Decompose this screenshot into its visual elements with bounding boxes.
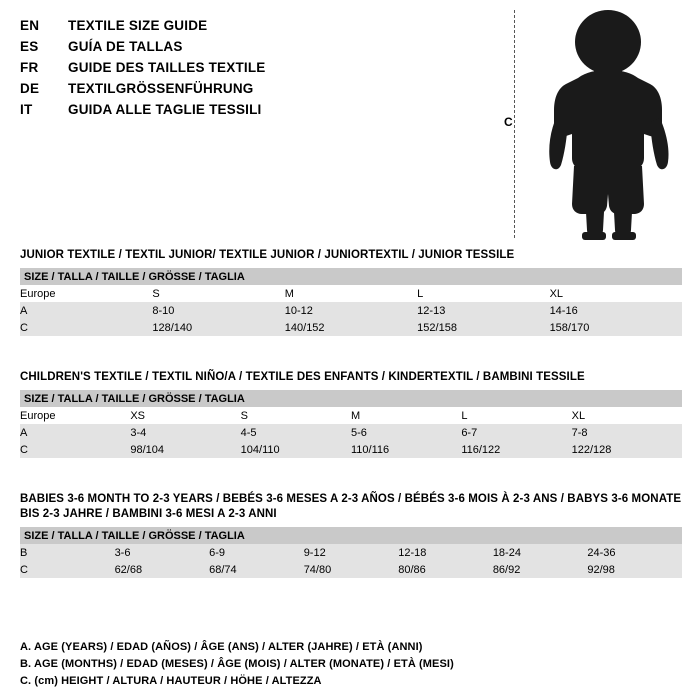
footnote-a: A. AGE (YEARS) / EDAD (AÑOS) / ÂGE (ANS) / ALTER (JAHRE) / ETÀ (ANNI) [20,641,423,653]
size-cell: M [284,287,294,300]
value-cell: 140/152 [285,319,417,336]
value-cell: 86/92 [493,561,588,578]
value-cell: 6-9 [209,544,304,561]
size-cell: L [461,409,468,422]
size-cell: S [152,287,160,300]
size-cell: S [240,409,248,422]
table-row-sizes [20,285,682,302]
section-title-babies: BABIES 3-6 MONTH TO 2-3 YEARS / BEBÉS 3-6 MESES A 2-3 AÑOS / BÉBÉS 3-6 MOIS À 2-3 ANS / BABYS 3-6 MONATE BIS 2-3 JAHRE / BAMBINI 3-6 MESI A 2-3 ANNI [20,493,682,520]
footnote-c: C. (cm) HEIGHT / ALTURA / HAUTEUR / HÖHE / ALTEZZA [20,675,322,687]
language-code: IT [20,102,33,117]
table-row-sizes [20,407,682,424]
table-header-row [20,268,682,285]
value-cell: 7-8 [572,424,682,441]
language-title: GUIDA ALLE TAGLIE TESSILI [68,102,262,117]
value-cell: 3-6 [115,544,210,561]
row-label: C [20,441,130,458]
babies-size-table [20,527,682,578]
language-row [20,81,500,102]
row-label: A [20,424,130,441]
table-header-row [20,527,682,544]
value-cell: 98/104 [130,441,240,458]
measure-label-c: C [504,115,513,129]
row-label: Europe [20,409,56,422]
language-row [20,60,500,81]
table-row [20,319,682,336]
value-cell: 6-7 [461,424,571,441]
language-code: ES [20,39,39,54]
size-cell: L [417,287,424,300]
row-label: A [20,302,152,319]
value-cell: 116/122 [461,441,571,458]
language-row [20,18,500,39]
value-cell: 128/140 [152,319,284,336]
value-cell: 92/98 [587,561,682,578]
language-code: DE [20,81,40,96]
section-junior [20,248,682,352]
footnote-list [20,639,680,690]
section-title-children: CHILDREN'S TEXTILE / TEXTIL NIÑO/A / TEXTILE DES ENFANTS / KINDERTEXTIL / BAMBINI TESSILE [20,371,585,383]
table-row [20,424,682,441]
table-header-row [20,390,682,407]
size-cell: XL [571,409,586,422]
table-header-label: SIZE / TALLA / TAILLE / GRÖSSE / TAGLIA [20,390,682,407]
table-row [20,561,682,578]
child-silhouette-icon [534,8,682,240]
value-cell: 152/158 [417,319,549,336]
height-measure-line-icon [514,10,515,238]
value-cell: 68/74 [209,561,304,578]
table-header-label: SIZE / TALLA / TAILLE / GRÖSSE / TAGLIA [20,527,682,544]
row-label: C [20,319,152,336]
table-row [20,302,682,319]
section-babies [20,492,682,594]
value-cell: 3-4 [130,424,240,441]
value-cell: 5-6 [351,424,461,441]
value-cell: 74/80 [304,561,399,578]
section-children [20,370,682,474]
junior-size-table [20,268,682,336]
value-cell: 24-36 [587,544,682,561]
children-size-table [20,390,682,458]
value-cell: 62/68 [115,561,210,578]
table-row [20,441,682,458]
table-header-label: SIZE / TALLA / TAILLE / GRÖSSE / TAGLIA [20,268,682,285]
value-cell: 122/128 [572,441,682,458]
value-cell: 12-18 [398,544,493,561]
row-label: Europe [20,287,56,300]
language-title: GUIDE DES TAILLES TEXTILE [68,60,266,75]
size-cell: XL [549,287,564,300]
row-label: B [20,544,115,561]
value-cell: 12-13 [417,302,549,319]
row-label: C [20,561,115,578]
language-title: TEXTILE SIZE GUIDE [68,18,208,33]
value-cell: 104/110 [241,441,351,458]
value-cell: 8-10 [152,302,284,319]
value-cell: 18-24 [493,544,588,561]
language-code: FR [20,60,39,75]
size-cell: XS [130,409,146,422]
value-cell: 10-12 [285,302,417,319]
value-cell: 110/116 [351,441,461,458]
language-title: GUÍA DE TALLAS [68,39,183,54]
value-cell: 158/170 [550,319,682,336]
language-title-list [20,18,500,123]
language-row [20,39,500,60]
language-code: EN [20,18,40,33]
section-title-junior: JUNIOR TEXTILE / TEXTIL JUNIOR/ TEXTILE JUNIOR / JUNIORTEXTIL / JUNIOR TESSILE [20,249,515,261]
language-title: TEXTILGRÖSSENFÜHRUNG [68,81,254,96]
size-cell: M [350,409,361,422]
language-row [20,102,500,123]
value-cell: 9-12 [304,544,399,561]
measurement-figure [502,8,682,240]
value-cell: 4-5 [241,424,351,441]
value-cell: 80/86 [398,561,493,578]
value-cell: 14-16 [550,302,682,319]
footnote-b: B. AGE (MONTHS) / EDAD (MESES) / ÂGE (MOIS) / ALTER (MONATE) / ETÀ (MESI) [20,658,454,670]
table-row [20,544,682,561]
